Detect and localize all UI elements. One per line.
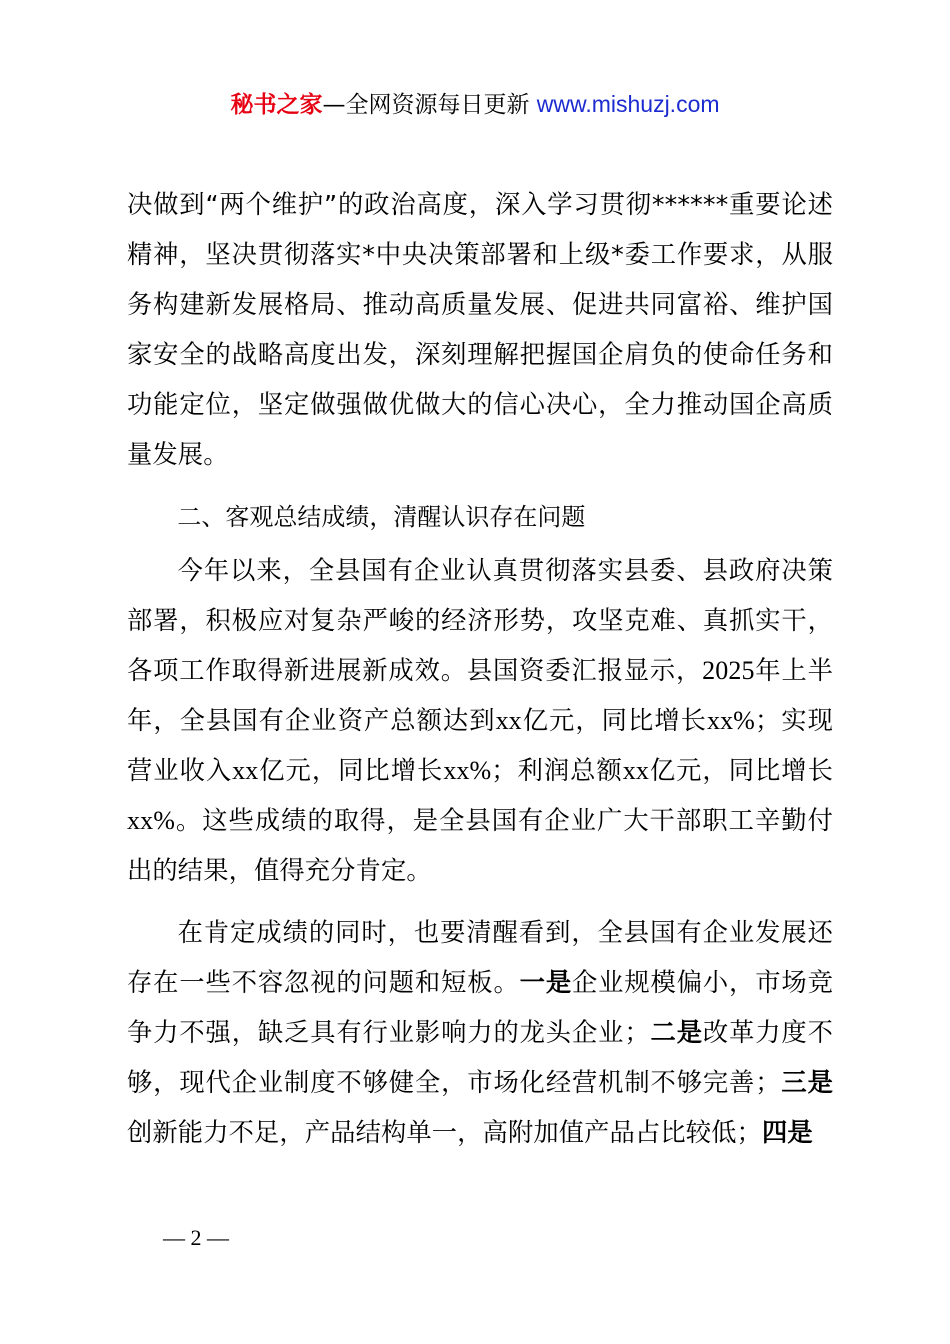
paragraph-achievements: 今年以来，全县国有企业认真贯彻落实县委、县政府决策部署，积极应对复杂严峻的经济形势，攻坚克难、真抓实干，各项工作取得新进展新成效。县国资委汇报显示，2025年上半年，全县国有企业资产总额达到xx亿元，同比增长xx%；实现营业收入xx亿元，同比增长xx%；利润总额xx亿元，同比增长xx%。这些成绩的取得，是全县国有企业广大干部职工辛勤付出的结果，值得充分肯定。: [127, 556, 834, 885]
point-2-label: 二是: [649, 1018, 703, 1047]
paragraph-continued: 决做到“两个维护”的政治高度，深入学习贯彻******重要论述精神，坚决贯彻落实*中央决策部署和上级*委工作要求，从服务构建新发展格局、推动高质量发展、促进共同富裕、维护国家安全的战略高度出发，深刻理解把握国企肩负的使命任务和功能定位，坚定做强做优做大的信心决心，全力推动国企高质量发展。: [127, 190, 833, 469]
paragraph-problems: 在肯定成绩的同时，也要清醒看到，全县国有企业发展还存在一些不容忽视的问题和短板。一是企业规模偏小，市场竞争力不强，缺乏具有行业影响力的龙头企业；二是改革力度不够，现代企业制度不够健全，市场化经营机制不够完善；三是创新能力不足，产品结构单一，高附加值产品占比较低；四是: [127, 918, 833, 1147]
site-slogan: —全网资源每日更新: [322, 92, 537, 118]
page-number: — 2 —: [163, 1225, 229, 1250]
document-body: [127, 180, 833, 1158]
point-3-label: 三是: [780, 1068, 833, 1097]
section-heading-2: 二、客观总结成绩，清醒认识存在问题: [177, 503, 586, 531]
site-url[interactable]: www.mishuzj.com: [536, 91, 720, 117]
site-header: [0, 86, 950, 123]
brand-name: 秘书之家: [230, 92, 323, 118]
point-1-label: 一是: [519, 968, 572, 997]
point-4-label: 四是: [761, 1118, 813, 1147]
